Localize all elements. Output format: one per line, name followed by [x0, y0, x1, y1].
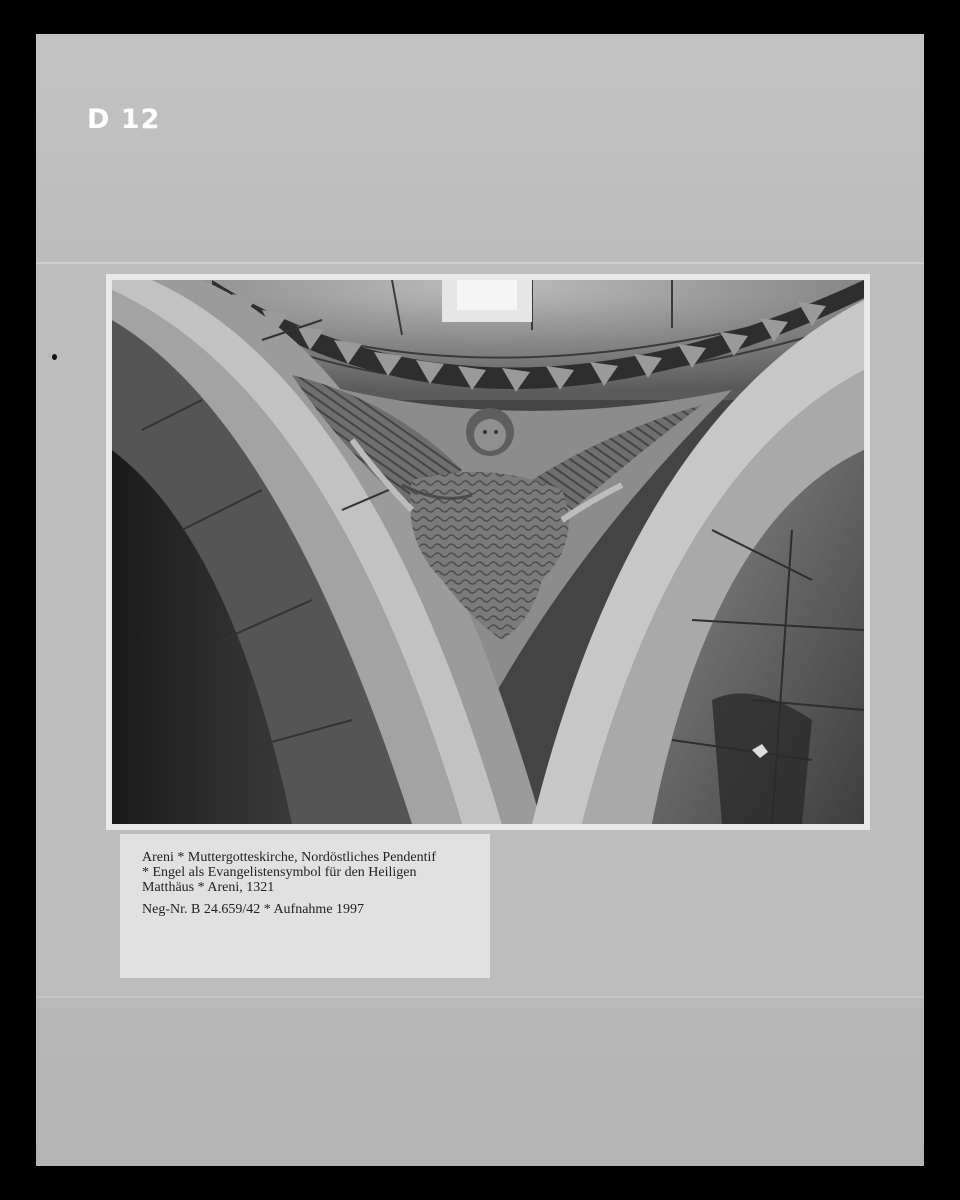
caption-label — [120, 834, 490, 978]
dust-speck — [52, 354, 57, 360]
caption-line: Areni * Muttergotteskirche, Nordöstliches Pendentif — [142, 850, 437, 865]
divider — [36, 262, 924, 264]
caption-line: * Engel als Evangelistensymbol für den Heiligen — [142, 865, 417, 880]
pendentive-photo — [112, 280, 864, 824]
card-footer-band — [36, 996, 924, 1166]
divider — [36, 996, 924, 998]
photo-mount — [106, 274, 870, 830]
card-code-label: D 12 — [87, 104, 161, 135]
caption-line: Matthäus * Areni, 1321 — [142, 880, 275, 895]
archive-card — [36, 34, 924, 1166]
negative-number: Neg-Nr. B 24.659/42 * Aufnahme 1997 — [142, 902, 365, 917]
card-header-band — [36, 34, 924, 262]
